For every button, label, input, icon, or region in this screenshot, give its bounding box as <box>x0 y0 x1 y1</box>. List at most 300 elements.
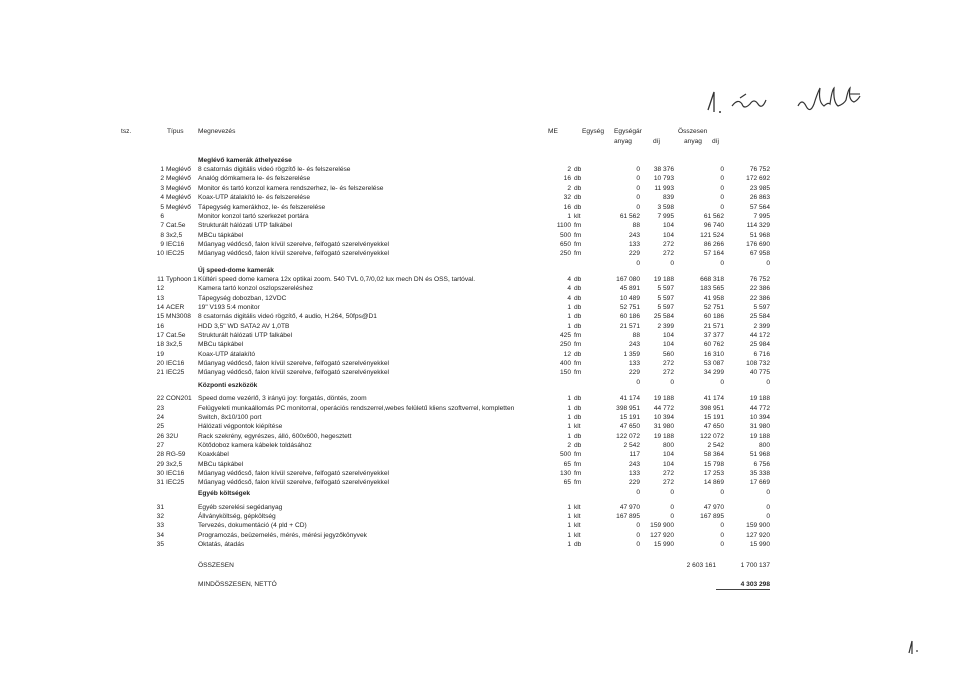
cell-n: 6 <box>160 213 164 220</box>
cell-d: 560 <box>662 351 674 358</box>
cell-qty: 1 <box>567 522 571 529</box>
cell-ta: 60 186 <box>703 313 724 320</box>
cell-n: 19 <box>156 351 164 358</box>
cell-ta: 16 310 <box>703 351 724 358</box>
cell-unit: klt <box>574 532 581 539</box>
cell-type: 3x2,5 <box>166 461 183 468</box>
cell-desc: Kamera tartó konzol oszlopszereléshez <box>198 285 314 292</box>
cell-td: 15 990 <box>749 541 770 548</box>
cell-qty: 500 <box>559 232 571 239</box>
cell-a: 0 <box>636 522 640 529</box>
cell-td: 127 920 <box>746 532 770 539</box>
cell-td: 76 752 <box>749 276 770 283</box>
header-osszesen-dij: díj <box>712 138 719 145</box>
cell-n: 33 <box>156 522 164 529</box>
cell-type: IEC16 <box>166 470 185 477</box>
cell-n: 26 <box>156 433 164 440</box>
cell-a: 167 080 <box>616 276 640 283</box>
cell-ta: 0 <box>720 522 724 529</box>
cell-type: ACER <box>166 304 185 311</box>
cell-desc: 19" V193 5:4 monitor <box>198 304 260 311</box>
cell-ta: 14 869 <box>703 479 724 486</box>
cell-n: 31 <box>156 479 164 486</box>
cell-qty: 16 <box>563 175 571 182</box>
cell-ta: 0 <box>720 175 724 182</box>
cell-desc: Felügyeleti munkaállomás PC monitorral, operációs rendszerrel,webes felületű kliens szoftverrel, kompletten <box>198 405 515 412</box>
cell-ta: 122 072 <box>700 433 724 440</box>
cell-unit: fm <box>574 470 582 477</box>
osszesen-anyag: 2 603 161 <box>686 562 716 569</box>
cell-type: IEC25 <box>166 479 185 486</box>
cell-desc: Strukturált hálózati UTP falkábel <box>198 332 293 339</box>
section-title: Központi eszközök <box>198 382 258 389</box>
cell-type: 32U <box>166 433 179 440</box>
cell-ta: 15 191 <box>703 414 724 421</box>
cell-n: 11 <box>157 276 164 283</box>
cell-ta: 60 762 <box>703 341 724 348</box>
cell-td: 108 732 <box>746 360 770 367</box>
cell-desc: Műanyag védőcső, falon kívül szerelve, felfogató szerelvényekkel <box>198 360 389 367</box>
cell-qty: 1 <box>567 313 571 320</box>
cell-a: 0 <box>636 541 640 548</box>
cell-qty: 12 <box>563 351 571 358</box>
cell-n: 34 <box>156 532 164 539</box>
cell-desc: Programozás, beüzemelés, mérés, mérési jegyzőkönyvek <box>198 532 367 539</box>
cell-unit: db <box>574 541 582 548</box>
cell-td: 6 756 <box>753 461 770 468</box>
cell-d: 839 <box>662 194 674 201</box>
cell-qty: 250 <box>559 341 571 348</box>
cell-d: 44 772 <box>653 405 674 412</box>
cell-qty: 425 <box>559 332 571 339</box>
cell-unit: fm <box>574 222 582 229</box>
cell-n: 35 <box>156 541 164 548</box>
header-me: ME <box>548 128 558 135</box>
cell-unit: db <box>574 433 582 440</box>
handwritten-corner-mark <box>903 637 923 657</box>
cell-type: Meglévő <box>166 204 191 211</box>
cell-desc: Állványköltség, gépköltség <box>198 513 276 520</box>
cell-a: 133 <box>628 470 640 477</box>
section-title: Új speed-dome kamerák <box>198 267 274 274</box>
cell-n: 29 <box>156 461 164 468</box>
cell-d: 104 <box>662 451 674 458</box>
cell-n: 7 <box>160 222 164 229</box>
cell-desc: Műanyag védőcső, falon kívül szerelve, felfogató szerelvényekkel <box>198 241 389 248</box>
cell-desc: Tápegység kamerákhoz, le- és felszerelése <box>198 204 326 211</box>
cell-desc: Analóg dómkamera le- és felszerelése <box>198 175 311 182</box>
cell-desc: Rack szekrény, egyrészes, álló, 600x600, hegesztett <box>198 433 352 440</box>
header-egysegar-anyag: anyag <box>614 138 632 145</box>
header-egyseg: Egység <box>582 128 604 135</box>
cell-td: 25 984 <box>749 341 770 348</box>
cell-qty: 1 <box>567 405 571 412</box>
cell-d: 104 <box>662 332 674 339</box>
cell-d: 272 <box>662 241 674 248</box>
cell-unit: klt <box>574 522 581 529</box>
cell-n: 18 <box>156 341 164 348</box>
cell-qty: 4 <box>567 276 571 283</box>
cell-unit: fm <box>574 369 582 376</box>
cell-desc: Kültéri speed dome kamera 12x optikai zoom. 540 TVL 0,7/0,02 lux mech DN és OSS, tartóval. <box>198 276 476 283</box>
handwriting-glyph <box>700 80 900 120</box>
cell-a: 243 <box>628 232 640 239</box>
cell-td: 25 584 <box>749 313 770 320</box>
cell-a: 398 951 <box>616 405 640 412</box>
cell-td: 19 188 <box>749 395 770 402</box>
cell-qty: 65 <box>563 461 571 468</box>
cell-a: 133 <box>628 241 640 248</box>
cell-unit: db <box>574 304 582 311</box>
cell-unit: db <box>574 204 582 211</box>
cell-d: 0 <box>670 489 674 496</box>
cell-unit: klt <box>574 213 581 220</box>
cell-desc: 8 csatornás digitális videó rögzítő, 4 audio, H.264, 50fps@D1 <box>198 313 377 320</box>
cell-td: 19 188 <box>749 433 770 440</box>
cell-ta: 17 253 <box>703 470 724 477</box>
mindosszesen-label: MINDÖSSZESEN, NETTÓ <box>198 581 277 588</box>
cell-td: 51 968 <box>749 451 770 458</box>
cell-d: 5 597 <box>657 304 674 311</box>
cell-ta: 398 951 <box>700 405 724 412</box>
cell-desc: Strukturált hálózati UTP falkábel <box>198 222 293 229</box>
cell-td: 76 752 <box>749 166 770 173</box>
cell-ta: 41 958 <box>703 295 724 302</box>
cell-type: Meglévő <box>166 175 191 182</box>
header-egysegar-dij: díj <box>653 138 660 145</box>
cell-ta: 0 <box>720 204 724 211</box>
cell-ta: 167 895 <box>700 513 724 520</box>
cell-a: 229 <box>628 479 640 486</box>
cell-qty: 16 <box>563 204 571 211</box>
cell-qty: 1 <box>567 541 571 548</box>
cell-desc: Switch, 8x10/100 port <box>198 414 262 421</box>
cell-td: 35 338 <box>749 470 770 477</box>
cell-d: 104 <box>662 222 674 229</box>
cell-desc: Koaxkábel <box>198 451 229 458</box>
cell-unit: db <box>574 175 582 182</box>
cell-ta: 53 087 <box>703 360 724 367</box>
cell-ta: 34 299 <box>703 369 724 376</box>
cell-d: 5 597 <box>657 285 674 292</box>
cell-qty: 1 <box>567 423 571 430</box>
cell-desc: Monitor konzol tartó szerkezet portára <box>198 213 309 220</box>
cell-unit: fm <box>574 360 582 367</box>
cell-desc: Műanyag védőcső, falon kívül szerelve, felfogató szerelvényekkel <box>198 470 389 477</box>
cell-td: 51 968 <box>749 232 770 239</box>
cell-d: 11 993 <box>654 185 674 192</box>
cell-n: 31 <box>156 504 164 511</box>
cell-d: 31 980 <box>653 423 674 430</box>
cell-td: 0 <box>766 489 770 496</box>
cell-ta: 47 970 <box>703 504 724 511</box>
cell-a: 0 <box>636 175 640 182</box>
cell-unit: db <box>574 185 582 192</box>
cell-desc: Kötődoboz kamera kábelek toldásához <box>198 442 312 449</box>
cell-ta: 0 <box>720 489 724 496</box>
cell-ta: 0 <box>720 260 724 267</box>
cell-a: 229 <box>628 369 640 376</box>
cell-td: 57 564 <box>749 204 770 211</box>
cell-td: 22 386 <box>749 295 770 302</box>
cell-ta: 41 174 <box>703 395 724 402</box>
cell-td: 0 <box>766 379 770 386</box>
corner-mark-glyph <box>903 637 923 657</box>
cell-type: IEC16 <box>166 360 185 367</box>
cell-a: 0 <box>636 532 640 539</box>
cell-desc: MBCu tápkábel <box>198 341 244 348</box>
cell-n: 3 <box>160 185 164 192</box>
cell-a: 15 191 <box>619 414 640 421</box>
cell-unit: db <box>574 276 582 283</box>
cell-ta: 57 164 <box>703 250 724 257</box>
cell-type: MN3008 <box>166 313 191 320</box>
cell-qty: 4 <box>567 295 571 302</box>
cell-d: 272 <box>662 369 674 376</box>
cell-qty: 1 <box>567 323 571 330</box>
cell-unit: fm <box>574 479 582 486</box>
cell-ta: 37 377 <box>703 332 724 339</box>
cell-n: 22 <box>156 395 164 402</box>
cell-td: 22 386 <box>749 285 770 292</box>
cell-qty: 1 <box>567 395 571 402</box>
cell-n: 32 <box>156 513 164 520</box>
cell-desc: Speed dome vezérlő, 3 irányú joy: forgatás, döntés, zoom <box>198 395 367 402</box>
cell-a: 0 <box>636 260 640 267</box>
cell-ta: 0 <box>720 532 724 539</box>
cell-unit: fm <box>574 332 582 339</box>
cell-d: 5 597 <box>657 295 674 302</box>
cell-ta: 0 <box>720 166 724 173</box>
cell-type: CON201 <box>166 395 192 402</box>
cell-d: 15 990 <box>653 541 674 548</box>
cell-desc: Műanyag védőcső, falon kívül szerelve, felfogató szerelvényekkel <box>198 250 389 257</box>
cell-a: 2 542 <box>623 442 640 449</box>
cell-td: 67 958 <box>749 250 770 257</box>
cell-td: 0 <box>766 513 770 520</box>
cell-d: 38 376 <box>653 166 674 173</box>
cell-unit: db <box>574 405 582 412</box>
cell-a: 52 751 <box>619 304 640 311</box>
cell-unit: db <box>574 194 582 201</box>
cell-unit: fm <box>574 341 582 348</box>
cell-d: 104 <box>662 461 674 468</box>
cell-type: Meglévő <box>166 166 191 173</box>
cell-a: 133 <box>628 360 640 367</box>
cell-unit: db <box>574 323 582 330</box>
cell-d: 104 <box>662 341 674 348</box>
cell-a: 0 <box>636 194 640 201</box>
cell-a: 0 <box>636 489 640 496</box>
cell-td: 5 597 <box>753 304 770 311</box>
cell-d: 104 <box>662 232 674 239</box>
cell-n: 25 <box>156 423 164 430</box>
cell-n: 30 <box>156 470 164 477</box>
cell-a: 117 <box>629 451 640 458</box>
cell-n: 21 <box>156 369 164 376</box>
cell-d: 2 399 <box>657 323 674 330</box>
cell-unit: db <box>574 351 582 358</box>
cell-unit: db <box>574 442 582 449</box>
cell-td: 7 995 <box>753 213 770 220</box>
cell-qty: 150 <box>559 369 571 376</box>
cell-td: 44 772 <box>749 405 770 412</box>
cell-a: 0 <box>636 379 640 386</box>
cell-type: Cat.5e <box>166 222 186 229</box>
cell-n: 1 <box>160 166 164 173</box>
cell-unit: fm <box>574 241 582 248</box>
osszesen-label: ÖSSZESEN <box>198 562 234 569</box>
cell-type: Typhoon 1 <box>166 276 197 283</box>
cell-desc: Oktatás, átadás <box>198 541 245 548</box>
cell-qty: 1 <box>567 213 571 220</box>
cell-unit: db <box>574 313 582 320</box>
cell-qty: 400 <box>559 360 571 367</box>
cell-qty: 1 <box>567 304 571 311</box>
cell-a: 229 <box>628 250 640 257</box>
cell-n: 17 <box>156 332 164 339</box>
cell-ta: 47 650 <box>703 423 724 430</box>
cell-td: 0 <box>766 504 770 511</box>
osszesen-dij: 1 700 137 <box>740 562 770 569</box>
cell-qty: 130 <box>559 470 571 477</box>
cell-unit: db <box>574 285 582 292</box>
cell-d: 7 995 <box>657 213 674 220</box>
cell-n: 24 <box>156 414 164 421</box>
header-megnevezes: Megnevezés <box>198 128 236 135</box>
section-title: Meglévő kamerák áthelyezése <box>198 157 292 164</box>
cell-unit: fm <box>574 232 582 239</box>
cell-ta: 52 751 <box>703 304 724 311</box>
cell-n: 28 <box>156 451 164 458</box>
header-tipus: Típus <box>167 128 184 135</box>
cell-n: 13 <box>156 295 164 302</box>
cell-type: Cat.5e <box>166 332 186 339</box>
cell-ta: 61 562 <box>703 213 724 220</box>
cell-desc: Tápegység dobozban, 12VDC <box>198 295 287 302</box>
cell-qty: 500 <box>559 451 571 458</box>
cell-desc: 8 csatornás digitális videó rögzítő le- és felszerelése <box>198 166 351 173</box>
cell-a: 0 <box>636 166 640 173</box>
cell-d: 272 <box>662 360 674 367</box>
cell-td: 23 985 <box>749 185 770 192</box>
cell-d: 159 900 <box>650 522 674 529</box>
cell-qty: 2 <box>567 185 571 192</box>
cell-desc: Monitor és tartó konzol kamera rendszerhez, le- és felszerelése <box>198 185 384 192</box>
cell-a: 88 <box>632 332 640 339</box>
cell-desc: Hálózati végpontok kiépítése <box>198 423 283 430</box>
cell-td: 800 <box>758 442 770 449</box>
cell-qty: 1 <box>567 532 571 539</box>
cell-a: 243 <box>628 341 640 348</box>
cell-d: 0 <box>670 504 674 511</box>
cell-unit: klt <box>574 513 581 520</box>
cell-n: 12 <box>156 285 164 292</box>
cell-unit: fm <box>574 461 582 468</box>
cell-d: 272 <box>662 479 674 486</box>
cell-td: 6 716 <box>753 351 770 358</box>
cell-ta: 0 <box>720 379 724 386</box>
cell-d: 0 <box>670 260 674 267</box>
cell-a: 60 186 <box>619 313 640 320</box>
cell-ta: 183 565 <box>700 285 724 292</box>
cell-unit: klt <box>574 504 581 511</box>
cell-d: 10 394 <box>653 414 674 421</box>
cell-d: 25 584 <box>653 313 674 320</box>
cell-d: 272 <box>662 250 674 257</box>
cell-n: 14 <box>156 304 164 311</box>
cell-td: 26 863 <box>749 194 770 201</box>
cell-unit: db <box>574 166 582 173</box>
cell-ta: 2 542 <box>707 442 724 449</box>
cell-d: 800 <box>662 442 674 449</box>
cell-a: 47 970 <box>619 504 640 511</box>
cell-qty: 1 <box>567 414 571 421</box>
cell-type: 3x2,5 <box>166 232 183 239</box>
cell-type: 3x2,5 <box>166 341 183 348</box>
cell-type: Meglévő <box>166 194 191 201</box>
header-osszesen-anyag: anyag <box>684 138 702 145</box>
cell-d: 0 <box>670 379 674 386</box>
cell-desc: Műanyag védőcső, falon kívül szerelve, felfogató szerelvényekkel <box>198 479 389 486</box>
cell-ta: 121 524 <box>700 232 724 239</box>
cell-qty: 1 <box>567 513 571 520</box>
cell-unit: db <box>574 295 582 302</box>
cell-ta: 58 364 <box>703 451 724 458</box>
cell-unit: db <box>574 395 582 402</box>
cell-qty: 4 <box>567 285 571 292</box>
cell-n: 15 <box>156 313 164 320</box>
cell-a: 10 489 <box>619 295 640 302</box>
cell-d: 3 598 <box>657 204 674 211</box>
cell-a: 61 562 <box>619 213 640 220</box>
cell-a: 0 <box>636 185 640 192</box>
cell-n: 27 <box>156 442 164 449</box>
cell-type: RG-59 <box>166 451 186 458</box>
cell-ta: 21 571 <box>703 323 724 330</box>
cell-unit: fm <box>574 250 582 257</box>
cell-desc: Koax-UTP átalakító <box>198 351 256 358</box>
cell-a: 88 <box>632 222 640 229</box>
cell-type: IEC25 <box>166 250 185 257</box>
cell-a: 47 650 <box>619 423 640 430</box>
cell-type: IEC16 <box>166 241 185 248</box>
cell-n: 5 <box>160 204 164 211</box>
cell-n: 2 <box>160 175 164 182</box>
header-osszesen: Összesen <box>678 128 708 135</box>
cell-td: 159 900 <box>746 522 770 529</box>
cell-ta: 0 <box>720 194 724 201</box>
cell-n: 20 <box>156 360 164 367</box>
cell-type: IEC25 <box>166 369 185 376</box>
cell-td: 114 329 <box>746 222 770 229</box>
cell-qty: 250 <box>559 250 571 257</box>
cell-a: 1 359 <box>623 351 640 358</box>
cell-td: 10 394 <box>749 414 770 421</box>
mindosszesen-value: 4 303 298 <box>716 580 770 590</box>
cell-d: 0 <box>670 513 674 520</box>
cell-qty: 650 <box>559 241 571 248</box>
cell-d: 19 188 <box>653 395 674 402</box>
cell-qty: 65 <box>563 479 571 486</box>
cell-ta: 15 798 <box>703 461 724 468</box>
cell-a: 122 072 <box>616 433 640 440</box>
cell-n: 16 <box>156 323 164 330</box>
cell-n: 9 <box>160 241 164 248</box>
cell-desc: MBCu tápkábel <box>198 232 244 239</box>
cell-qty: 1100 <box>556 222 571 229</box>
cell-desc: MBCu tápkábel <box>198 461 244 468</box>
